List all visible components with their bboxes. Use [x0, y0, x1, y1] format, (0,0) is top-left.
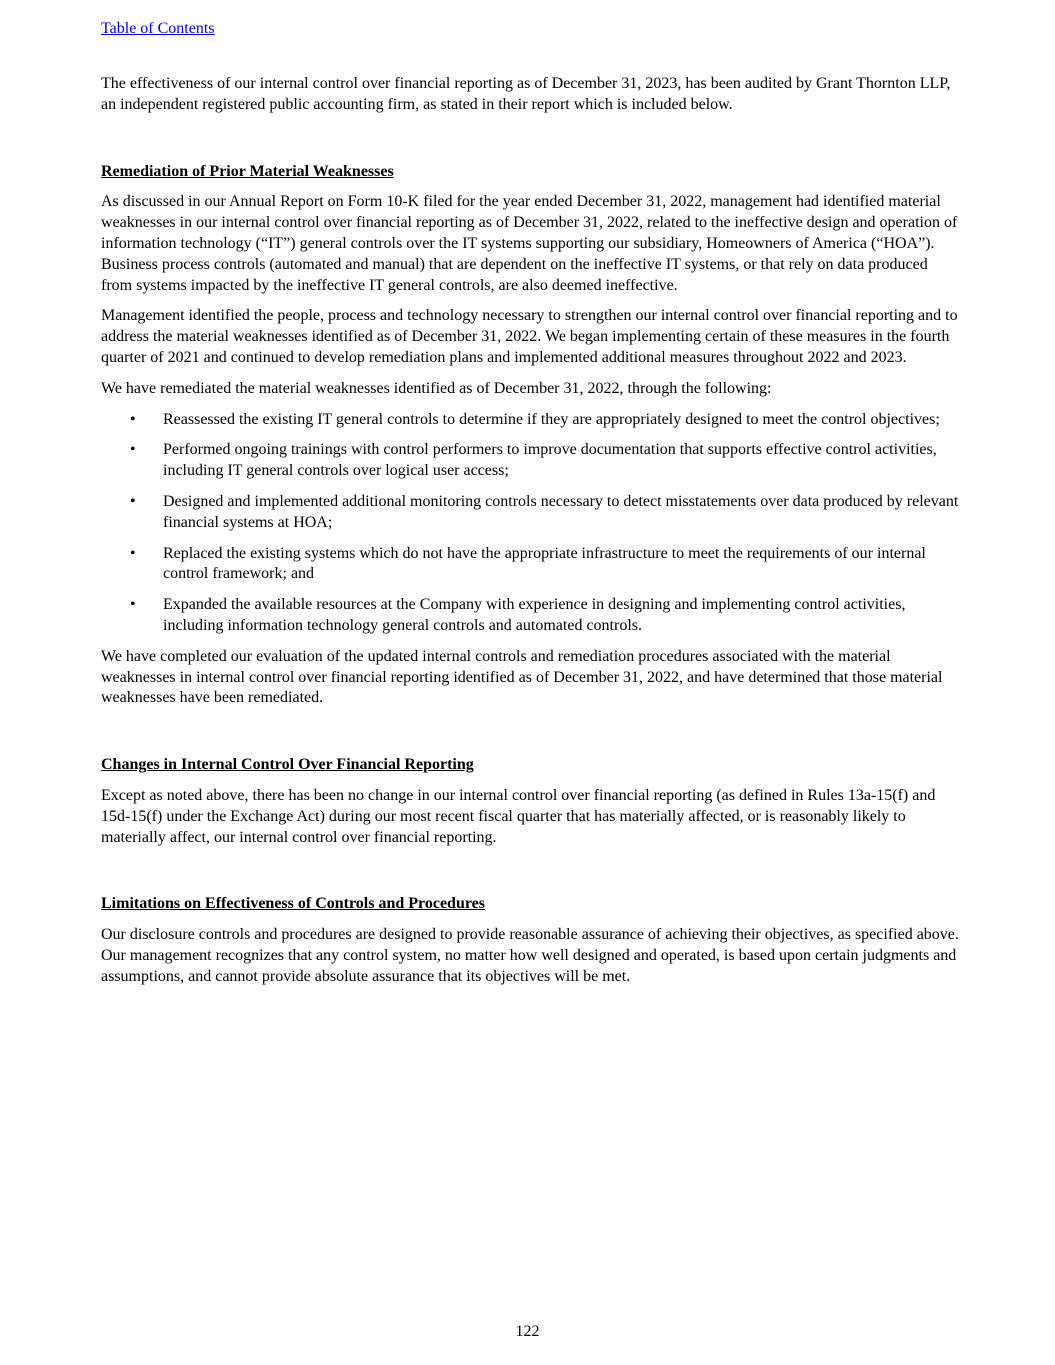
list-item-text: Performed ongoing trainings with control performers to improve documentation that supports effective control activities, including IT general controls over logical user access; — [163, 441, 937, 480]
list-item-text: Replaced the existing systems which do not have the appropriate infrastructure to meet the requirements of our internal control framework; and — [163, 544, 926, 583]
document-body — [101, 74, 959, 988]
list-item-text: Reassessed the existing IT general controls to determine if they are appropriately designed to meet the control objectives; — [163, 410, 940, 428]
list-item-text: Expanded the available resources at the Company with experience in designing and implementing control activities, including information technology general controls and automated controls. — [163, 596, 906, 634]
list-item — [101, 544, 959, 586]
limitations-heading: Limitations on Effectiveness of Controls and Procedures — [101, 895, 485, 913]
bullet-marker: • — [130, 441, 136, 459]
changes-heading: Changes in Internal Control Over Financial Reporting — [101, 756, 474, 774]
list-item — [101, 410, 959, 431]
bullet-marker: • — [130, 596, 136, 614]
bullet-marker: • — [130, 544, 136, 562]
list-item — [101, 595, 959, 637]
bullet-marker: • — [130, 410, 136, 428]
table-of-contents-link[interactable]: Table of Contents — [101, 20, 215, 37]
intro-paragraph: The effectiveness of our internal control over financial reporting as of December 31, 2023, has been audited by Grant Thornton LLP, an independent registered public accounting firm, as stated in their report which is included below. — [101, 75, 951, 113]
bullet-marker: • — [130, 492, 136, 510]
remediation-paragraph-2: Management identified the people, process and technology necessary to strengthen our internal control over financial reporting and to address the material weaknesses identified as of December 31, 2022. We began implementing certain of these measures in the fourth quarter of 2021 and continued to develop remediation plans and implemented additional measures throughout 2022 and 2023. — [101, 307, 958, 366]
page-number: 122 — [515, 1323, 540, 1340]
list-item — [101, 492, 959, 534]
remediation-paragraph-1: As discussed in our Annual Report on Form 10-K filed for the year ended December 31, 2022, management had identified material weaknesses in our internal control over financial reporting as of December 31, 2022, related to the ineffective design and operation of information technology (“IT”) general controls over the IT systems supporting our subsidiary, Homeowners of America (“HOA”). Business process controls (automated and manual) that are dependent on the ineffective IT systems, or that rely on data produced from systems impacted by the ineffective IT general controls, are also deemed ineffective. — [101, 193, 958, 294]
list-item-text: Designed and implemented additional monitoring controls necessary to detect misstatements over data produced by relevant financial systems at HOA; — [163, 492, 959, 531]
remediation-heading: Remediation of Prior Material Weaknesses — [101, 162, 394, 180]
list-item — [101, 440, 959, 482]
remediation-paragraph-3: We have remediated the material weaknesses identified as of December 31, 2022, through the following: — [101, 379, 772, 397]
changes-paragraph: Except as noted above, there has been no change in our internal control over financial reporting (as defined in Rules 13a-15(f) and 15d-15(f) under the Exchange Act) during our most recent fiscal quarter that has materially affected, or is reasonably likely to materially affect, our internal control over financial reporting. — [101, 786, 936, 846]
remediation-bullet-list — [101, 410, 959, 637]
remediation-paragraph-4: We have completed our evaluation of the updated internal controls and remediation procedures associated with the material weaknesses in internal control over financial reporting identified as of December 31, 2022, and have determined that those material weaknesses have been remediated. — [101, 647, 943, 707]
limitations-paragraph: Our disclosure controls and procedures are designed to provide reasonable assurance of achieving their objectives, as specified above. Our management recognizes that any control system, no matter how well designed and operated, is based upon certain judgments and assumptions, and cannot provide absolute assurance that its objectives will be met. — [101, 926, 959, 985]
